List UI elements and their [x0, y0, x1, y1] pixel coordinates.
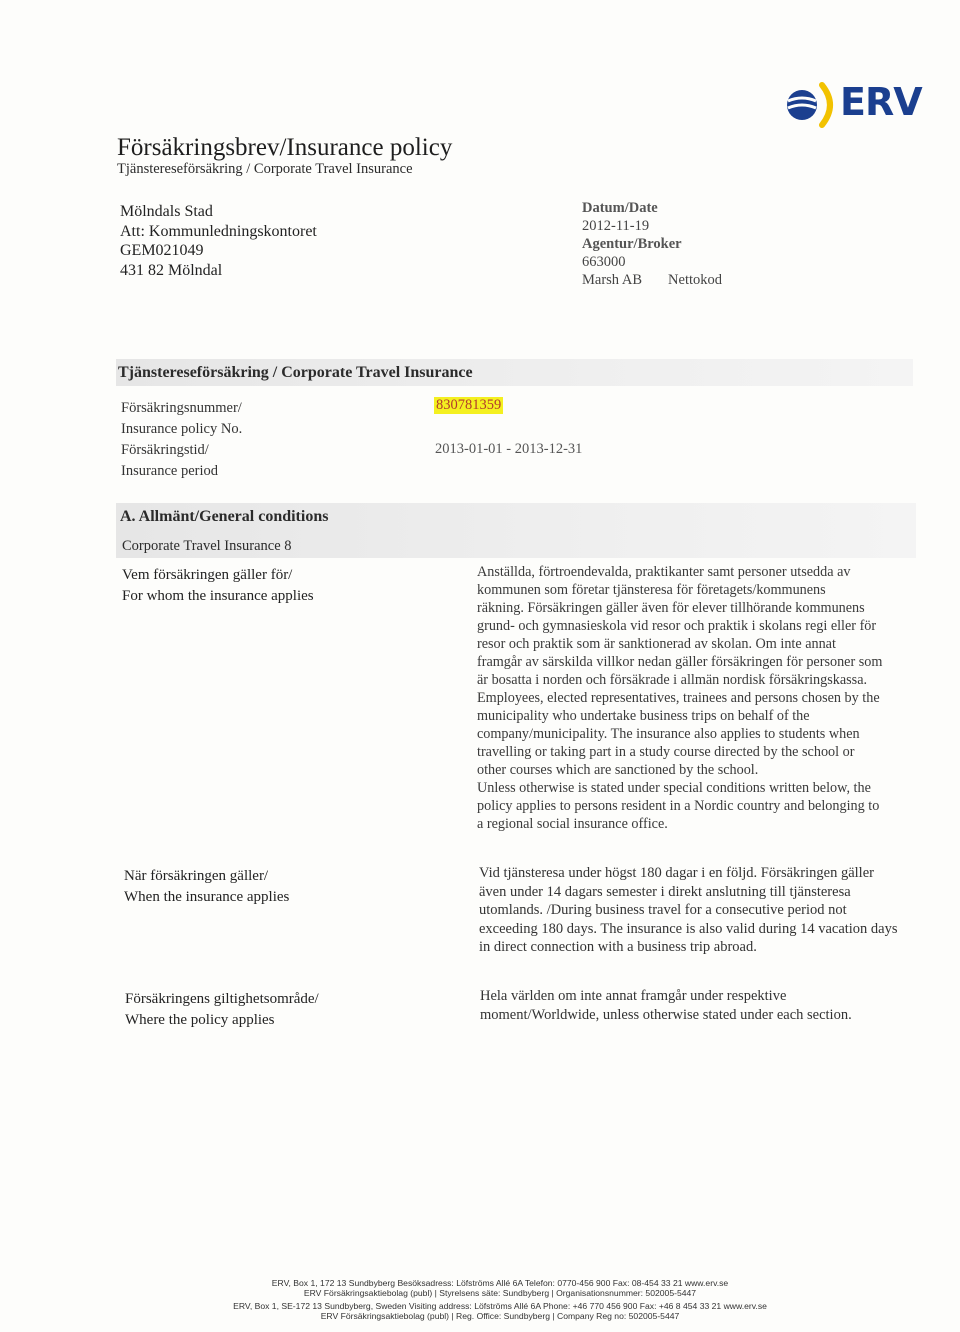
- label-line: Försäkringens giltighetsområde/: [125, 991, 319, 1007]
- text-line: travelling or taking part in a study course directed by the school or: [477, 744, 855, 760]
- address-line: 431 82 Mölndal: [120, 261, 223, 279]
- broker-note: Nettokod: [668, 272, 722, 288]
- address-line: Att: Kommunledningskontoret: [120, 222, 317, 240]
- text-line: framgår av särskilda villkor nedan gäller försäkringen för personer som: [477, 654, 883, 670]
- text-line: räkning. Försäkringen gäller även för elever tillhörande kommunens: [477, 600, 865, 616]
- address-line: GEM021049: [120, 242, 204, 259]
- broker-label: Agentur/Broker: [582, 236, 682, 252]
- document-subtitle: Tjänstereseförsäkring / Corporate Travel Insurance: [117, 161, 413, 177]
- recipient-address: [120, 202, 317, 280]
- text-line: municipality who undertake business trips on behalf of the: [477, 708, 810, 724]
- label-line: Försäkringsnummer/: [121, 400, 242, 416]
- text-line: grund- och gymnasieskola vid resor och praktik i skolans regi eller för: [477, 618, 877, 634]
- text-line: Employees, elected representatives, trainees and persons chosen by the: [477, 690, 880, 706]
- broker-code: 663000: [582, 254, 626, 270]
- address-line: Mölndals Stad: [120, 203, 213, 220]
- text-line: Unless otherwise is stated under special conditions written below, the: [477, 780, 871, 796]
- section-heading-insurance: Tjänstereseförsäkring / Corporate Travel Insurance: [118, 364, 473, 381]
- footer-line: ERV, Box 1, 172 13 Sundbyberg Besöksadress: Löfströms Allé 6A Telefon: 0770-456 900 Fax: 08-454 33 21 www.erv.se: [271, 1278, 729, 1288]
- footer-line: ERV Försäkringsaktiebolag (publ) | Reg. Office: Sundbyberg | Company Reg no: 502005-5447: [320, 1311, 680, 1321]
- text-line: är bosatta i norden och försäkrade i allmän nordisk försäkringskassa.: [477, 672, 868, 688]
- text-line: resor och praktik som är sanktionerad av skolan. Om inte annat: [477, 636, 836, 652]
- broker-name: Marsh AB: [582, 272, 643, 288]
- text-line: även under 14 dagars semester i direkt anslutning till tjänsteresa: [479, 883, 851, 900]
- label-line: Insurance period: [121, 463, 219, 479]
- condition-label-where: [125, 989, 319, 1031]
- condition-label-when: [124, 866, 289, 908]
- policy-number-value: 830781359: [436, 397, 502, 413]
- logo-text: ERV: [840, 80, 922, 124]
- label-line: Insurance policy No.: [121, 421, 243, 437]
- text-line: Anställda, förtroendevalda, praktikanter samt personer utsedda av: [477, 564, 851, 580]
- text-line: company/municipality. The insurance also applies to students when: [477, 726, 860, 742]
- label-line: When the insurance applies: [124, 889, 290, 905]
- text-line: other courses which are sanctioned by the school.: [477, 762, 759, 778]
- label-line: Where the policy applies: [125, 1012, 275, 1028]
- erv-logo: [782, 78, 922, 128]
- document-title: Försäkringsbrev/Insurance policy: [117, 134, 453, 161]
- text-line: exceeding 180 days. The insurance is also valid during 14 vacation days: [479, 920, 898, 937]
- condition-text-where: [480, 987, 910, 1024]
- insurance-period-label: [121, 440, 218, 482]
- condition-text-when: [479, 864, 919, 957]
- company-footer: [140, 1278, 860, 1321]
- label-line: Vem försäkringen gäller för/: [122, 567, 293, 583]
- label-line: For whom the insurance applies: [122, 588, 314, 604]
- section-heading-general-conditions: A. Allmänt/General conditions: [120, 508, 329, 525]
- condition-text-who: [477, 563, 917, 833]
- text-line: utomlands. /During business travel for a consecutive period not: [479, 902, 847, 918]
- condition-label-who: [122, 565, 314, 607]
- text-line: moment/Worldwide, unless otherwise stated under each section.: [480, 1006, 852, 1023]
- text-line: kommunen som företar tjänsteresa för företagets/kommunens: [477, 582, 826, 598]
- date-value: 2012-11-19: [582, 218, 650, 234]
- policy-meta: [582, 199, 722, 289]
- footer-line: ERV Försäkringsaktiebolag (publ) | Styrelsens säte: Sundbyberg | Organisationsnummer: 502005-5447: [303, 1288, 697, 1298]
- text-line: Hela världen om inte annat framgår under respektive: [480, 988, 787, 1004]
- label-line: När försäkringen gäller/: [124, 868, 269, 884]
- label-line: Försäkringstid/: [121, 442, 209, 458]
- policy-number-label: [121, 398, 242, 440]
- text-line: Vid tjänsteresa under högst 180 dagar i en följd. Försäkringen gäller: [479, 865, 874, 881]
- text-line: policy applies to persons resident in a Nordic country and belonging to: [477, 798, 880, 814]
- erv-globe-logo-icon: [782, 78, 842, 128]
- footer-line: ERV, Box 1, SE-172 13 Sundbyberg, Sweden Visiting address: Löfströms Allé 6A Phone: +46 770 456 900 Fax: +46 8 454 33 21 www.erv.se: [233, 1301, 767, 1311]
- text-line: a regional social insurance office.: [477, 816, 668, 832]
- date-label: Datum/Date: [582, 200, 658, 216]
- section-subheading: Corporate Travel Insurance 8: [122, 538, 292, 554]
- text-line: in direct connection with a business trip abroad.: [479, 939, 757, 955]
- insurance-period-value: 2013-01-01 - 2013-12-31: [435, 441, 583, 457]
